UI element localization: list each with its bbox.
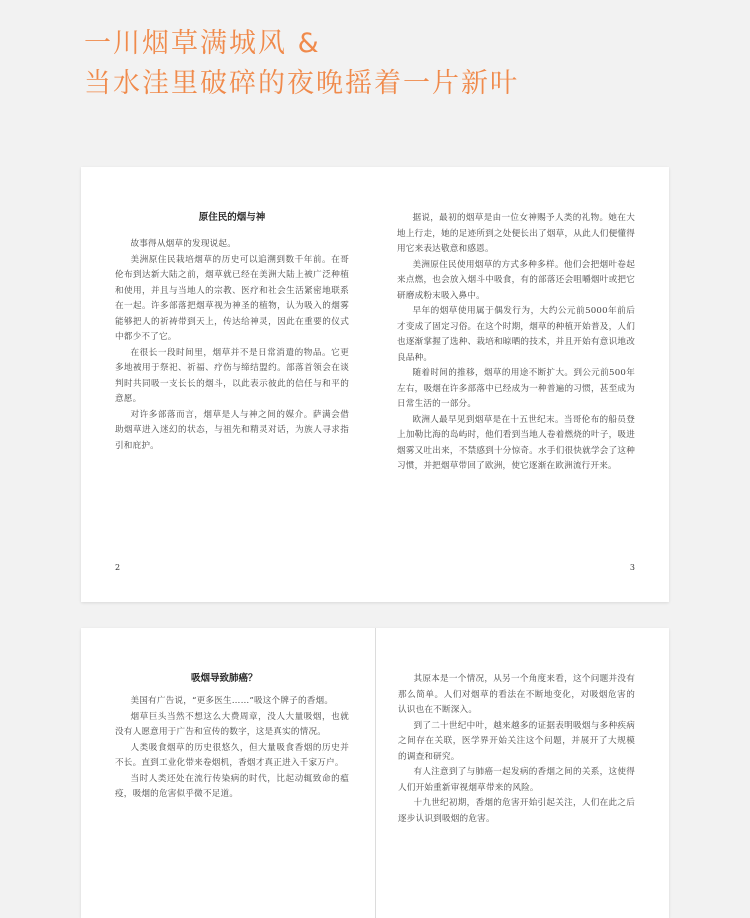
headline-line-1: 一川烟草满城风 &: [84, 28, 321, 59]
article-title: 吸烟导致肺癌？: [191, 673, 258, 684]
book-spread-2: [81, 628, 669, 918]
paragraph: 美洲原住民使用烟草的方式多种多样。他们会把烟叶卷起来点燃，也会放入烟斗中吸食，有的部落还会咀嚼烟叶或把它研磨成粉末吸入鼻中。: [397, 259, 635, 301]
paragraph: 随着时间的推移，烟草的用途不断扩大。到公元前500年左右，吸烟在许多部落中已经成为一种普遍的习惯，甚至成为日常生活的一部分。: [397, 368, 635, 409]
paragraph: 烟草巨头当然不想这么大费周章，没人大量吸烟，也就没有人愿意用于广告和宣传的数字，这是真实的情况。: [115, 711, 349, 737]
paragraph: 人类吸食烟草的历史很悠久，但大量吸食香烟的历史并不长。直到工业化带来卷烟机，香烟才真正进入千家万户。: [115, 742, 349, 768]
page-left: [81, 628, 375, 918]
headline-line-2: 当水洼里破碎的夜晚摇着一片新叶: [84, 68, 519, 99]
article-title: 原住民的烟与神: [198, 212, 266, 223]
page-left-2: [81, 167, 375, 602]
paragraph: 据说，最初的烟草是由一位女神赐予人类的礼物。她在大地上行走，她的足迹所到之处便长出了烟草，从此人们便懂得用它来表达敬意和感恩。: [397, 213, 635, 254]
paragraph: 当时人类还处在流行传染病的时代，比起动辄致命的瘟疫，吸烟的危害似乎微不足道。: [115, 773, 349, 799]
paragraph: 到了二十世纪中叶，越来越多的证据表明吸烟与多种疾病之间存在关联，医学界开始关注这个问题，并展开了大规模的调查和研究。: [398, 720, 635, 762]
page-right: [375, 628, 669, 918]
paragraph: 美国有广告说，“更多医生……”吸这个牌子的香烟。: [130, 696, 334, 706]
paragraph: 十九世纪初期，香烟的危害开始引起关注，人们在此之后逐步认识到吸烟的危害。: [398, 798, 635, 824]
paragraph: 对许多部落而言，烟草是人与神之间的媒介。萨满会借助烟草进入迷幻的状态，与祖先和精灵对话，为族人寻求指引和庇护。: [115, 409, 349, 451]
page-number: 3: [629, 563, 635, 572]
paragraph: 欧洲人最早见到烟草是在十五世纪末。当哥伦布的船员登上加勒比海的岛屿时，他们看到当地人卷着燃烧的叶子，吸进烟雾又吐出来，不禁感到十分惊奇。水手们很快就学会了这种习惯，并把烟草带回了欧洲，使它逐渐在欧洲流行开来。: [397, 414, 635, 471]
paragraph: 有人注意到了与肺癌一起发病的香烟之间的关系，这使得人们开始重新审视烟草带来的风险。: [398, 767, 635, 793]
paragraph: 早年的烟草使用属于偶发行为，大约公元前5000年前后才变成了固定习俗。在这个时期，烟草的种植开始普及，人们也逐渐掌握了选种、栽培和晾晒的技术，并且开始有意识地改良品种。: [397, 306, 635, 363]
paragraph: 在很长一段时间里，烟草并不是日常消遣的物品。它更多地被用于祭祀、祈福、疗伤与缔结盟约。部落首领会在谈判时共同吸一支长长的烟斗，以此表示彼此的信任与和平的意愿。: [115, 347, 349, 404]
paragraph: 其原本是一个情况，从另一个角度来看，这个问题并没有那么简单。人们对烟草的看法在不断地变化，对吸烟危害的认识也在不断深入。: [398, 674, 635, 715]
book-spread-1: [81, 167, 669, 602]
paragraph: 故事得从烟草的发现说起。: [130, 239, 236, 249]
headline: [84, 24, 519, 104]
paragraph: 美洲原住民栽培烟草的历史可以追溯到数千年前。在哥伦布到达新大陆之前，烟草就已经在美洲大陆上被广泛种植和使用，并且与当地人的宗教、医疗和社会生活紧密地联系在一起。许多部落把烟草视为神圣的植物，认为吸入的烟雾能够把人的祈祷带到天上，传达给神灵，因此在重要的仪式中都少不了它。: [115, 254, 349, 342]
page-number: 2: [115, 563, 121, 572]
page-right-3: [375, 167, 669, 602]
